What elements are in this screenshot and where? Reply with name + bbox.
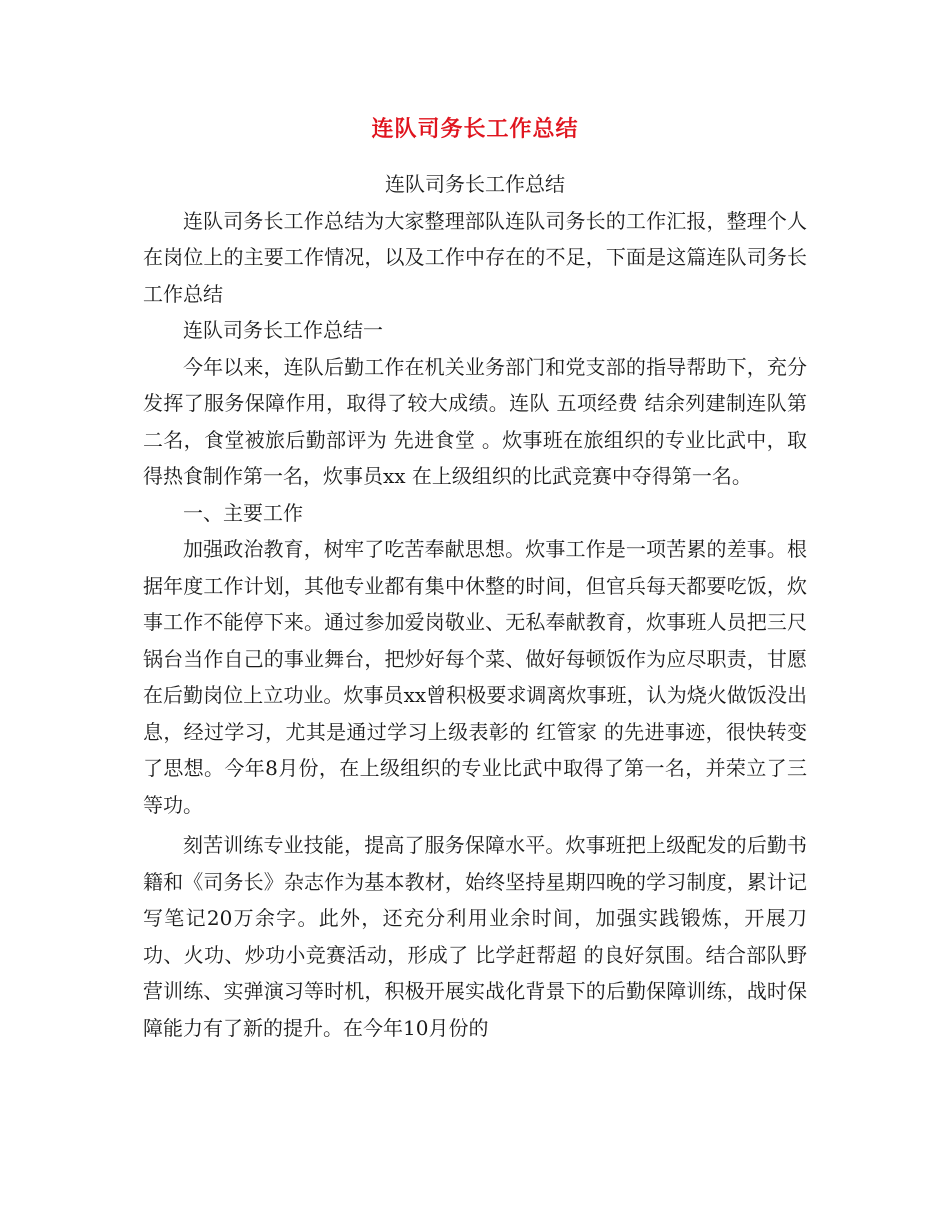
intro-paragraph: 连队司务长工作总结为大家整理部队连队司务长的工作汇报，整理个人在岗位上的主要工作情况，以及工作中存在的不足，下面是这篇连队司务长工作总结 — [143, 208, 807, 306]
summary-paragraph: 今年以来，连队后勤工作在机关业务部门和党支部的指导帮助下，充分发挥了服务保障作用，取得了较大成绩。连队 五项经费 结余列建制连队第二名，食堂被旅后勤部评为 先进食堂 。炊事班在旅组织的专业比武中，取得热食制作第一名，炊事员xx 在上级组织的比武竞赛中夺得第一名。 — [143, 354, 807, 488]
section-heading-part-one: 连队司务长工作总结一 — [183, 318, 383, 342]
document-subtitle: 连队司务长工作总结 — [385, 172, 565, 196]
section-heading-main-work: 一、主要工作 — [183, 500, 303, 525]
skills-training-paragraph: 刻苦训练专业技能，提高了服务保障水平。炊事班把上级配发的后勤书籍和《司务长》杂志作为基本教材，始终坚持星期四晚的学习制度，累计记写笔记20万余字。此外，还充分利用业余时间，加强实践锻炼，开展刀功、火功、炒功小竞赛活动，形成了 比学赶帮超 的良好氛围。结合部队野营训练、实弹演习等时机，积极开展实战化背景下的后勤保障训练，战时保障能力有了新的提升。在今年10月份的 — [143, 833, 807, 1040]
political-education-paragraph: 加强政治教育，树牢了吃苦奉献思想。炊事工作是一项苦累的差事。根据年度工作计划，其他专业都有集中休整的时间，但官兵每天都要吃饭，炊事工作不能停下来。通过参加爱岗敬业、无私奉献教育，炊事班人员把三尺锅台当作自己的事业舞台，把炒好每个菜、做好每顿饭作为应尽职责，甘愿在后勤岗位上立功业。炊事员xx曾积极要求调离炊事班，认为烧火做饭没出息，经过学习，尤其是通过学习上级表彰的 红管家 的先进事迹，很快转变了思想。今年8月份，在上级组织的专业比武中取得了第一名，并荣立了三等功。 — [143, 537, 807, 817]
document-title: 连队司务长工作总结 — [371, 116, 579, 142]
document-body — [143, 166, 807, 1046]
